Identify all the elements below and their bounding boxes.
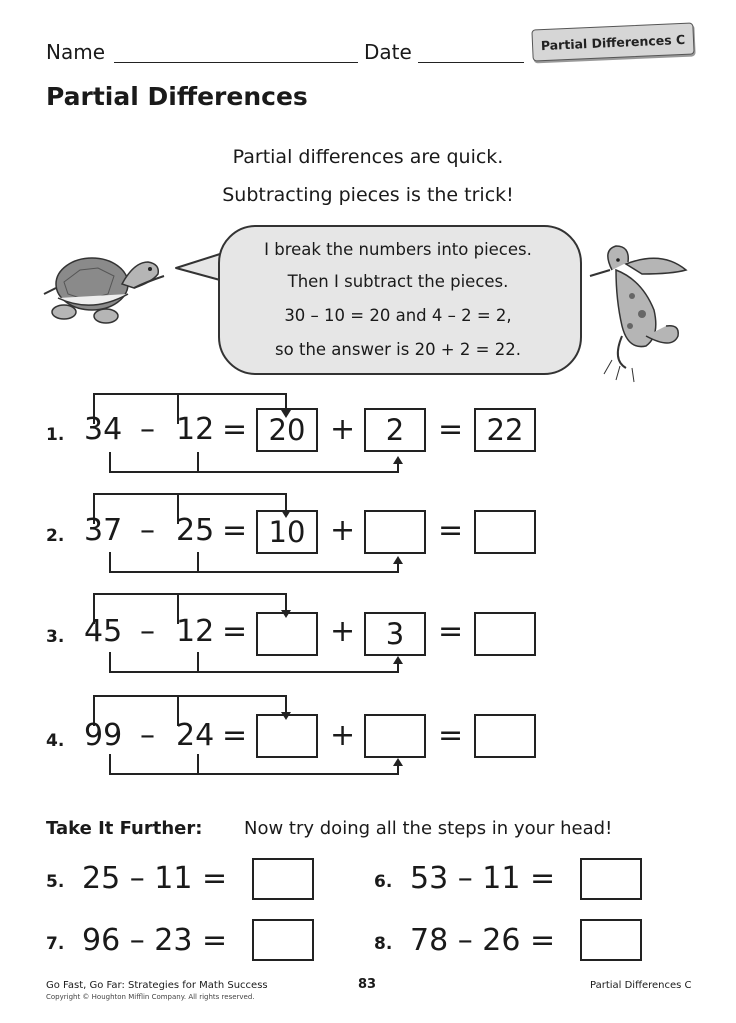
problem-2-equals: = xyxy=(222,513,248,548)
rhyme-line-1: Partial differences are quick. xyxy=(232,146,504,168)
problem-2-ones-box[interactable] xyxy=(364,510,426,554)
problem-4-minus: – xyxy=(140,718,155,753)
problem-2-plus: + xyxy=(330,513,356,548)
problem-1-equals: = xyxy=(222,412,248,447)
problem-3-ones-box[interactable]: 3 xyxy=(364,612,426,656)
problem-1-tens-box[interactable]: 20 xyxy=(256,408,318,452)
problem-2-tens-box[interactable]: 10 xyxy=(256,510,318,554)
problem-8-answer-box[interactable] xyxy=(580,919,642,961)
problem-7-answer-box[interactable] xyxy=(252,919,314,961)
bubble-line-2: Then I subtract the pieces. xyxy=(287,272,509,291)
take-it-further-text: Now try doing all the steps in your head! xyxy=(244,818,613,839)
problem-3-number: 3. xyxy=(46,627,65,647)
section-tab: Partial Differences C xyxy=(531,22,694,61)
footer-book-title: Go Fast, Go Far: Strategies for Math Success xyxy=(46,980,268,991)
problem-1-answer-box[interactable]: 22 xyxy=(474,408,536,452)
take-it-further-label: Take It Further: xyxy=(46,818,203,839)
problem-1-equals-2: = xyxy=(438,412,464,447)
problem-1-plus: + xyxy=(330,412,356,447)
name-field[interactable] xyxy=(114,62,358,63)
problem-3-tens-box[interactable] xyxy=(256,612,318,656)
rhyme-line-2: Subtracting pieces is the trick! xyxy=(222,184,514,206)
problem-3-minus: – xyxy=(140,614,155,649)
problem-2-number: 2. xyxy=(46,526,65,546)
problem-5-expression: 25 – 11 = xyxy=(82,861,228,896)
problem-7-expression: 96 – 23 = xyxy=(82,923,228,958)
problem-7-number: 7. xyxy=(46,934,65,954)
problem-4-equals: = xyxy=(222,718,248,753)
problem-3-subtrahend: 12 xyxy=(176,614,215,649)
problem-8-expression: 78 – 26 = xyxy=(410,923,556,958)
name-label: Name xyxy=(46,40,106,64)
problem-4-number: 4. xyxy=(46,731,65,751)
page-title: Partial Differences xyxy=(46,82,308,111)
problem-3-answer-box[interactable] xyxy=(474,612,536,656)
problem-4-equals-2: = xyxy=(438,718,464,753)
page-number: 83 xyxy=(358,977,377,992)
problem-1-minuend: 34 xyxy=(84,412,123,447)
problem-3-equals: = xyxy=(222,614,248,649)
problem-5-answer-box[interactable] xyxy=(252,858,314,900)
problem-2-answer-box[interactable] xyxy=(474,510,536,554)
turtle-illustration xyxy=(34,244,174,330)
problem-2-equals-2: = xyxy=(438,513,464,548)
date-label: Date xyxy=(364,40,412,64)
bubble-line-1: I break the numbers into pieces. xyxy=(264,240,532,259)
problem-6-expression: 53 – 11 = xyxy=(410,861,556,896)
problem-4-plus: + xyxy=(330,718,356,753)
problem-3-plus: + xyxy=(330,614,356,649)
problem-4-subtrahend: 24 xyxy=(176,718,215,753)
problem-4-answer-box[interactable] xyxy=(474,714,536,758)
problem-1-minus: – xyxy=(140,412,155,447)
problem-5-number: 5. xyxy=(46,872,65,892)
footer-section-name: Partial Differences C xyxy=(590,980,692,991)
date-field[interactable] xyxy=(418,62,524,63)
rabbit-illustration xyxy=(582,240,692,390)
problem-2-subtrahend: 25 xyxy=(176,513,215,548)
problem-1-subtrahend: 12 xyxy=(176,412,215,447)
problem-1-ones-box[interactable]: 2 xyxy=(364,408,426,452)
problem-2-minus: – xyxy=(140,513,155,548)
footer-copyright: Copyright © Houghton Mifflin Company. All rights reserved. xyxy=(46,993,255,1001)
problem-1-number: 1. xyxy=(46,425,65,445)
bubble-line-4: so the answer is 20 + 2 = 22. xyxy=(275,340,521,359)
problem-4-tens-box[interactable] xyxy=(256,714,318,758)
problem-6-number: 6. xyxy=(374,872,393,892)
problem-8-number: 8. xyxy=(374,934,393,954)
bubble-line-3: 30 – 10 = 20 and 4 – 2 = 2, xyxy=(284,306,512,325)
problem-6-answer-box[interactable] xyxy=(580,858,642,900)
problem-3-equals-2: = xyxy=(438,614,464,649)
problem-3-minuend: 45 xyxy=(84,614,123,649)
problem-2-minuend: 37 xyxy=(84,513,123,548)
problem-4-ones-box[interactable] xyxy=(364,714,426,758)
problem-4-minuend: 99 xyxy=(84,718,123,753)
